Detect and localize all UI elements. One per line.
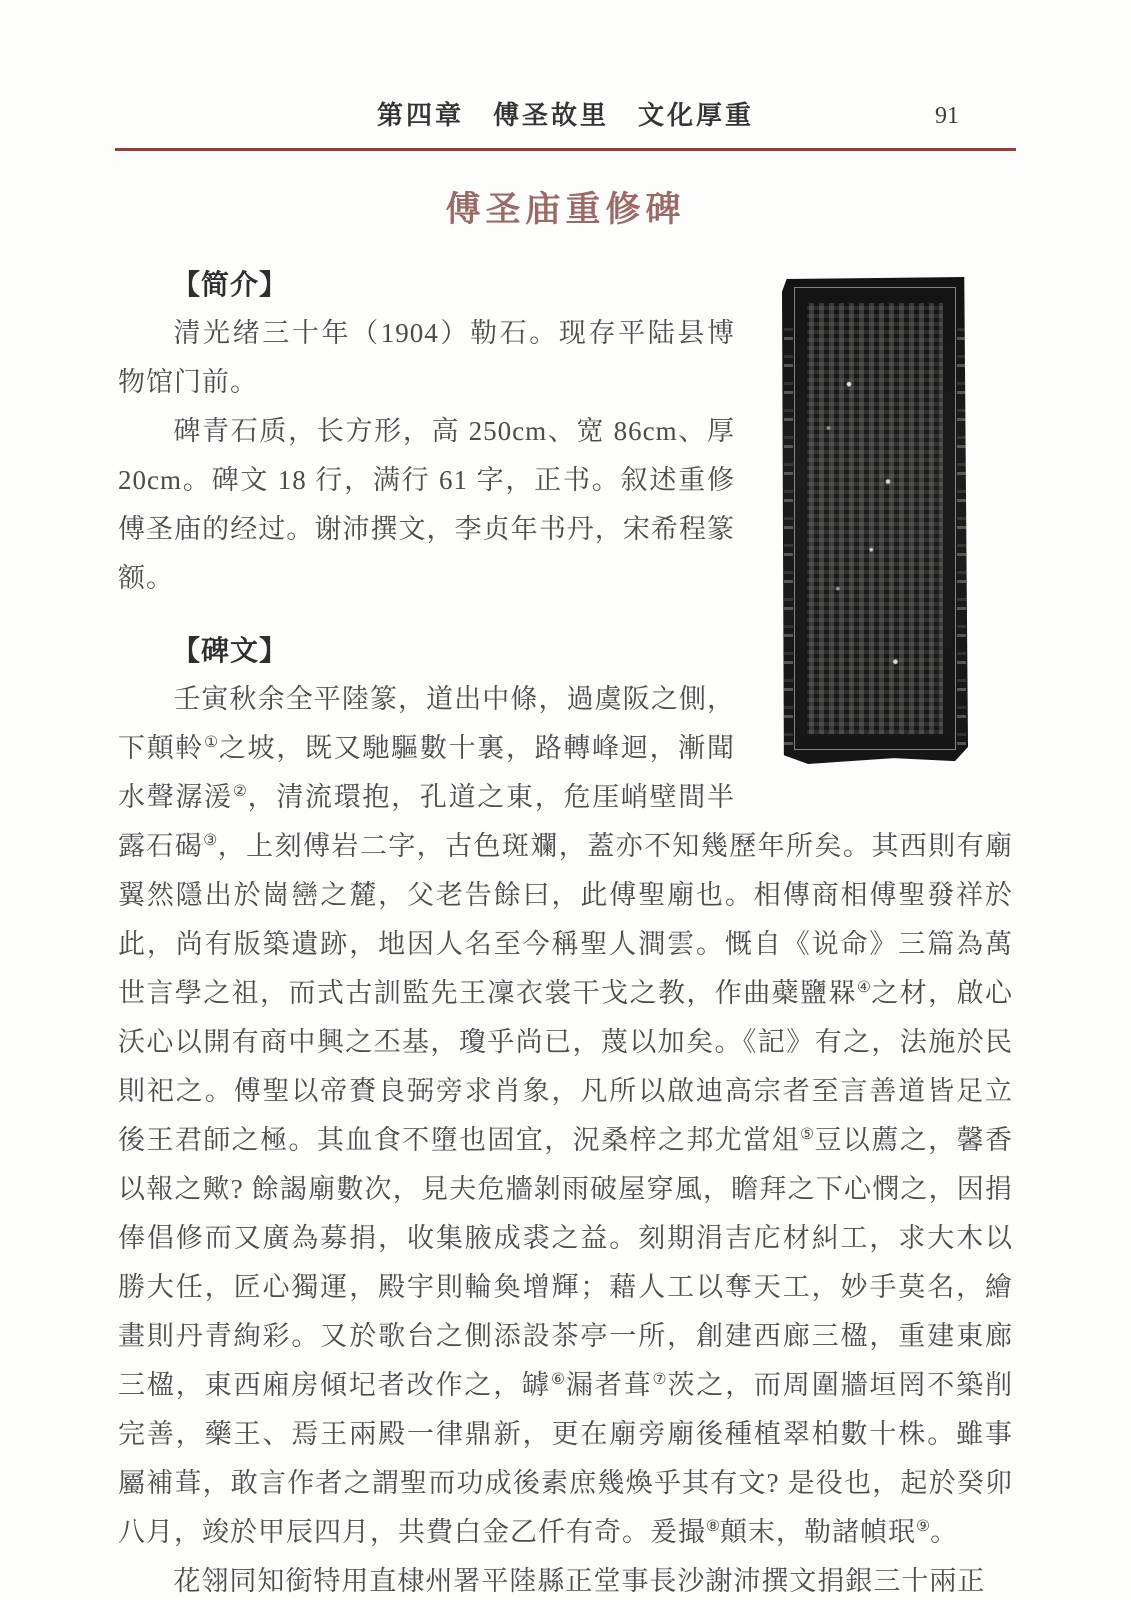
- inscription-paragraph: 壬寅秋余全平陸篆，道出中條，過虞阪之側，下顛軨①之坡，既又馳驅數十裏，路轉峰迴，漸聞水聲潺湲②，清流環抱，孔道之東，危厓峭壁間半露石碣③，上刻傅岩二字，古色斑斕，蓋亦不知幾歷年所矣。其西則有廟翼然隱出於崗巒之麓，父老告餘曰，此傅聖廟也。相傳商相傅聖發祥於此，尚有版築遺跡，地因人名至今稱聖人澗雲。慨自《说命》三篇為萬世言學之祖，而式古訓監先王凜衣裳干戈之教，作曲蘗鹽槑④之材，啟心沃心以開有商中興之丕基，瓊乎尚已，蔑以加矣。《記》有之，法施於民則祀之。傅聖以帝賚良弼旁求肖象，凡所以啟迪高宗者至言善道皆足立後王君師之極。其血食不墮也固宜，況桑梓之邦尤當俎⑤豆以薦之，馨香以報之歟? 餘謁廟數次，見夫危牆剝雨破屋穿風，瞻拜之下心憫之，因捐俸倡修而又廣為募捐，收集腋成裘之益。刻期涓吉庀材糾工，求大木以勝大任，匠心獨運，殿宇則輪奐增輝；藉人工以奪天工，妙手莫名，繪畫則丹青絢彩。又於歌台之側添設茶亭一所，創建西廊三楹，重建東廊三楹，東西廂房傾圮者改作之，罅⑥漏者葺⑦茨之，而周圍牆垣罔不築削完善，藥王、焉王兩殿一律鼎新，更在廟旁廟後種植翠柏數十株。雖事屬補葺，敢言作者之謂聖而功成後素庶幾煥乎其有文? 是役也，起於癸卯八月，竣於甲辰四月，共費白金乙仟有奇。爰撮⑧顛末，勒諸幀珉⑨。: [118, 684, 1014, 1547]
- chapter-title: 第四章 傅圣故里 文化厚重: [376, 101, 754, 130]
- inscription-attribution-paragraph: 花翎同知銜特用直棣州署平陸縣正堂事長沙謝沛撰文捐銀三十兩正: [173, 1566, 986, 1596]
- stele-left-border-ornament: [784, 321, 793, 745]
- running-head: [0, 0, 1131, 151]
- stele-rubbing-image: [782, 277, 968, 764]
- page-number: 91: [935, 103, 959, 129]
- stele-right-border-ornament: [957, 321, 966, 745]
- header-divider-rule: [115, 148, 1016, 151]
- stele-inscription-texture: [807, 303, 943, 734]
- section-inscription: [118, 629, 1013, 1600]
- section-inscription-label: 【碑文】: [172, 636, 289, 667]
- article-body: [118, 263, 1013, 1600]
- intro-paragraph: 碑青石质，长方形，高 250cm、宽 86cm、厚 20cm。碑文 18 行，满行 61 字，正书。叙述重修傅圣庙的经过。谢沛撰文，李贞年书丹，宋希程篆额。: [118, 416, 735, 593]
- intro-paragraph: 清光绪三十年（1904）勒石。现存平陆县博物馆门前。: [118, 318, 735, 397]
- article-title: 傅圣庙重修碑: [445, 190, 686, 229]
- section-intro-label: 【简介】: [172, 270, 289, 301]
